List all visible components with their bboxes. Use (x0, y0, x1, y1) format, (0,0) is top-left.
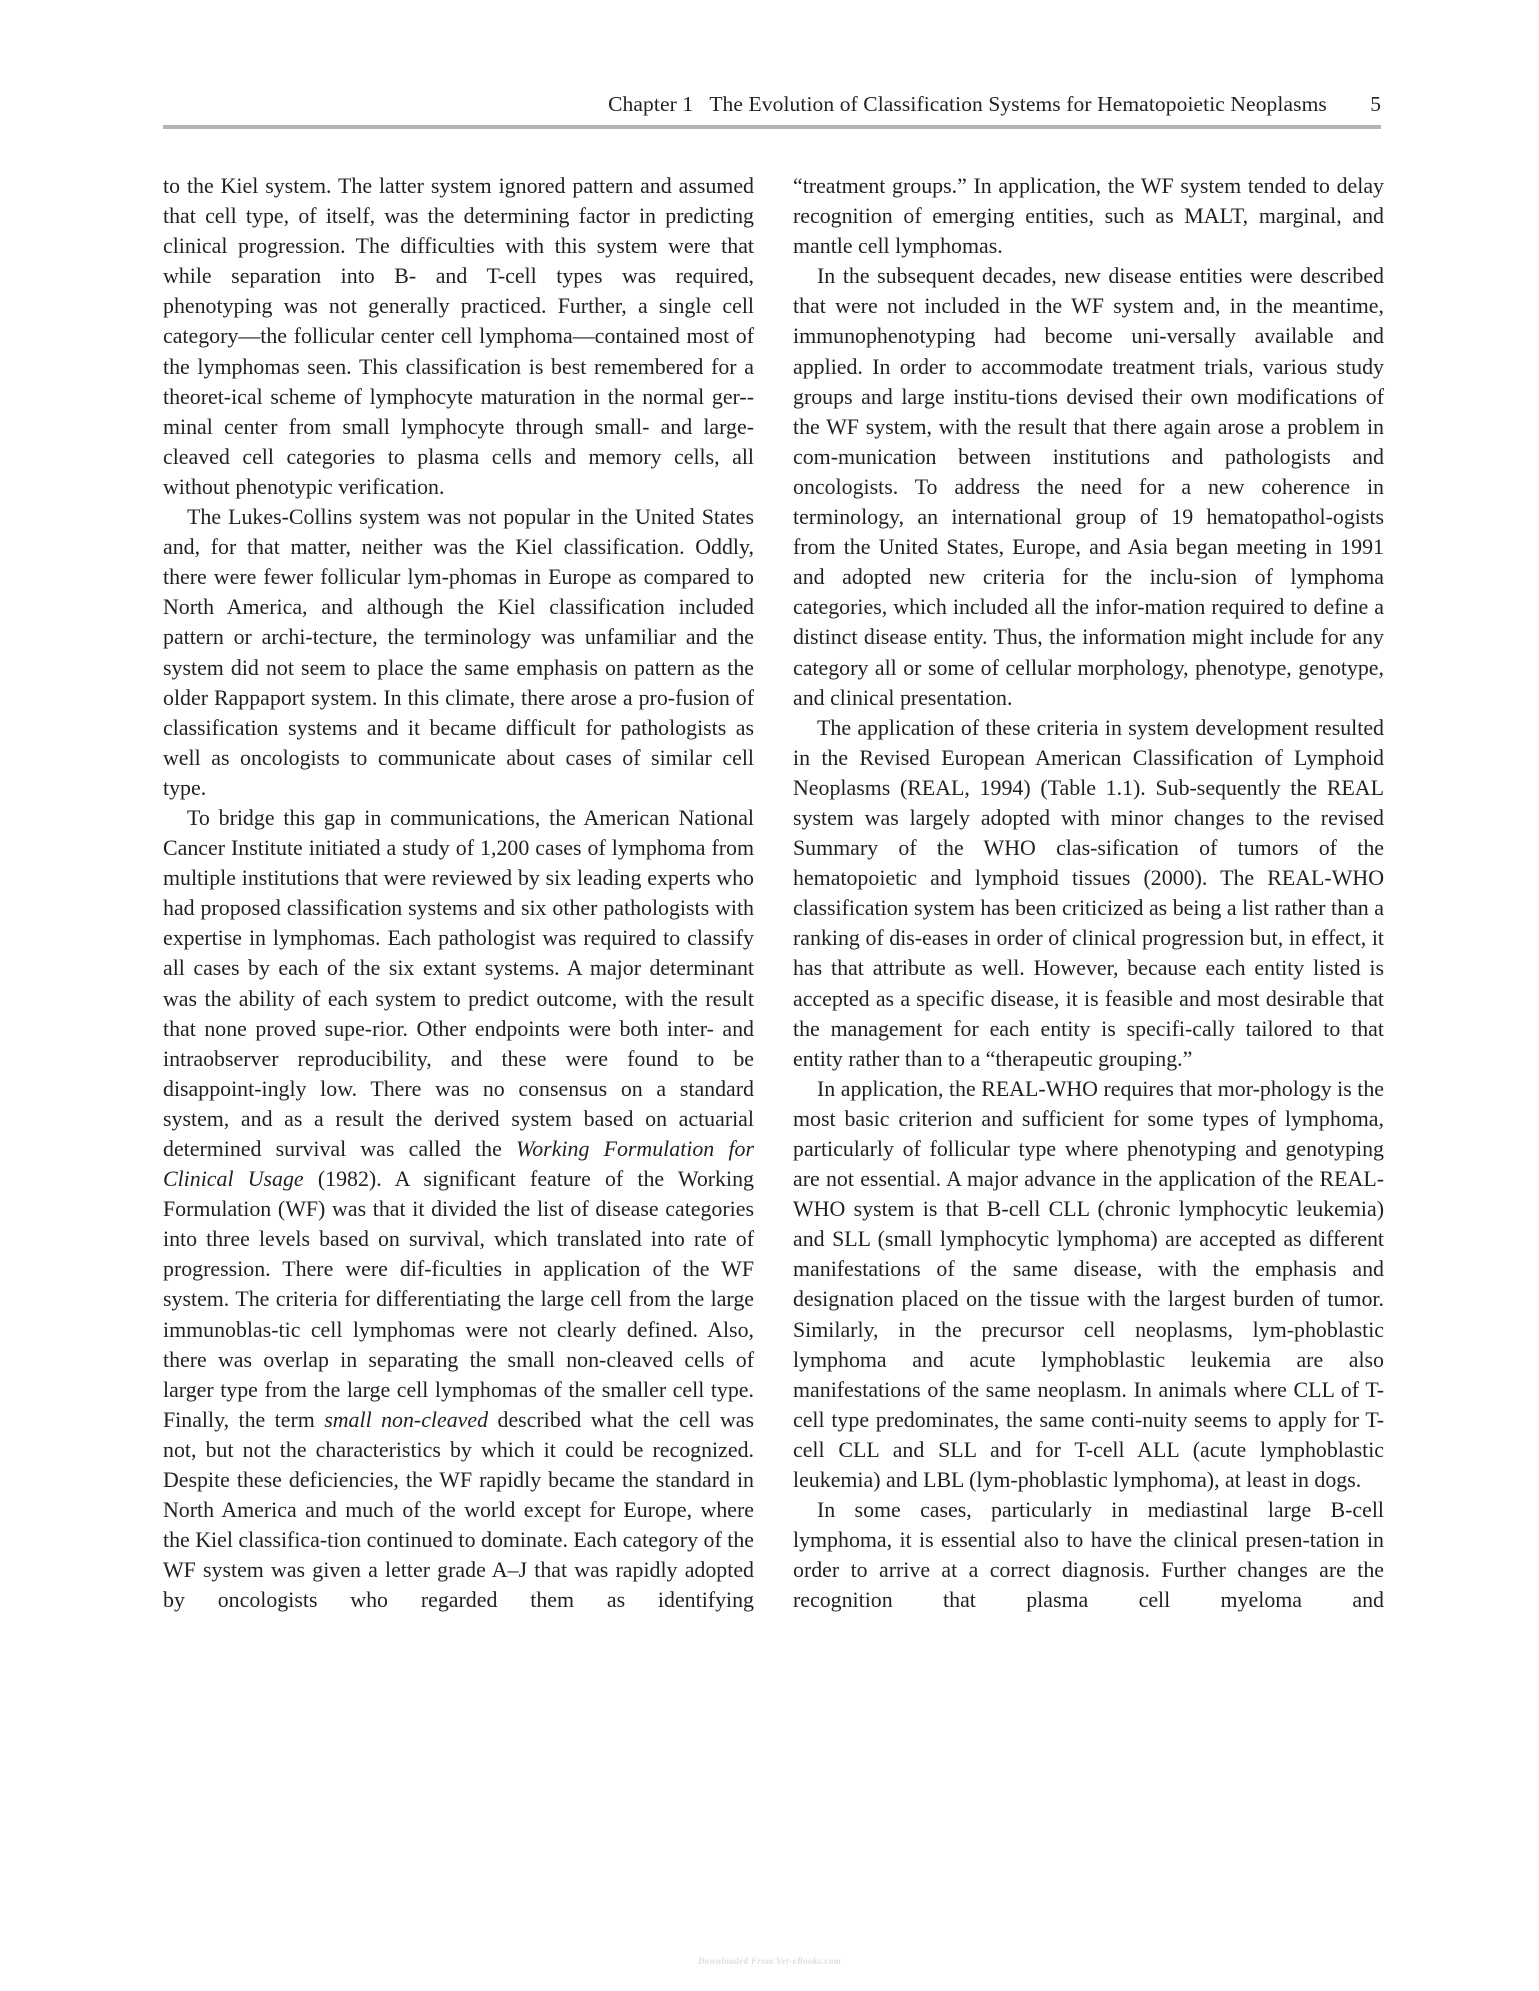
paragraph: The application of these criteria in system development resulted in the Revised European American Classification of Lymphoid Neoplasms (REAL, 1994) (Table 1.1). Sub-sequently the REAL system was largely adopted with minor changes to the revised Summary of the WHO clas-sification of tumors of the hematopoietic and lymphoid tissues (2000). The REAL-WHO classification system has been criticized as being a list rather than a ranking of dis-eases in order of clinical progression but, in effect, it has that attribute as well. However, because each entity listed is accepted as a specific disease, it is feasible and most desirable that the management for each entity is specifi-cally tailored to that entity rather than to a “therapeutic grouping.” (793, 714, 1384, 1071)
paragraph: The Lukes-Collins system was not popular in the United States and, for that matter, neither was the Kiel classification. Oddly, there were fewer follicular lym-phomas in Europe as compared to North America, and although the Kiel classification included pattern or archi-tecture, the terminology was unfamiliar and the system did not seem to place the same emphasis on pattern as the older Rappaport system. In this climate, there arose a pro-fusion of classification systems and it became difficult for pathologists as well as oncologists to communicate about cases of similar cell type. (163, 504, 754, 800)
running-header (163, 92, 1381, 116)
paragraph-text: described what the cell was not, but not the characteristics by which it could be recognized. Despite these deficiencies, the WF rapidly became the standard in North America and much of the world except for Europe, where the Kiel classifica-tion continued to dominate. Each category of the WF system was given a letter grade A–J that was rapidly adopted by oncologists who regarded them as identifying (163, 1406, 755, 1613)
paragraph: “treatment groups.” In application, the WF system tended to delay recognition of emerging entities, such as MALT, marginal, and mantle cell lymphomas. (793, 173, 1384, 259)
paragraph-text: (1982). A significant feature of the Working Formulation (WF) was that it divided the list of disease categories into three levels based on survival, which translated into rate of progression. There were dif-ficulties in application of the WF system. The criteria for differentiating the large cell from the large immunoblas-tic cell lymphomas were not clearly defined. Also, there was overlap in separating the small non-cleaved cells of larger type from the large cell lymphomas of the smaller cell type. Finally, the term (163, 1166, 754, 1432)
italic-term: small non-cleaved (324, 1406, 489, 1432)
chapter-title: The Evolution of Classification Systems for Hematopoietic Neoplasms (709, 92, 1327, 116)
page-number: 5 (1370, 92, 1381, 116)
paragraph: In the subsequent decades, new disease entities were described that were not included in the WF system and, in the meantime, immunophenotyping had become uni-versally available and applied. In order to accommodate treatment trials, various study groups and large institu-tions devised their own modifications of the WF system, with the result that there again arose a problem in com-munication between institutions and pathologists and oncologists. To address the need for a new coherence in terminology, an international group of 19 hematopathol-ogists from the United States, Europe, and Asia began meeting in 1991 and adopted new criteria for the inclu-sion of lymphoma categories, which included all the infor-mation required to define a distinct disease entity. Thus, the information might include for any category all or some of cellular morphology, phenotype, genotype, and clinical presentation. (793, 263, 1384, 710)
header-rule (163, 125, 1381, 129)
chapter-label: Chapter 1 (608, 92, 694, 116)
paragraph: In some cases, particularly in mediastinal large B-cell lymphoma, it is essential also to have the clinical presen-tation in order to arrive at a correct diagnosis. Further changes are the recognition that plasma cell myeloma and (793, 1497, 1384, 1613)
paragraph: In application, the REAL-WHO requires that mor-phology is the most basic criterion and sufficient for some types of lymphoma, particularly of follicular type where phenotyping and genotyping are not essential. A major advance in the application of the REAL-WHO system is that B-cell CLL (chronic lymphocytic leukemia) and SLL (small lymphocytic lymphoma) are accepted as different manifestations of the same disease, with the emphasis and designation placed on the tissue with the largest burden of tumor. Similarly, in the precursor cell neoplasms, lym-phoblastic lymphoma and acute lymphoblastic leukemia are also manifestations of the same neoplasm. In animals where CLL of T-cell type predominates, the same conti-nuity seems to apply for T-cell CLL and SLL and for T-cell ALL (acute lymphoblastic leukemia) and LBL (lym-phoblastic lymphoma), at least in dogs. (793, 1075, 1384, 1493)
italic-term: Working Formulation for Clinical Usage (163, 1136, 754, 1192)
left-column (163, 171, 754, 1616)
right-column (793, 171, 1384, 1616)
paragraph: to the Kiel system. The latter system ignored pattern and assumed that cell type, of itself, was the determining factor in predicting clinical progression. The difficulties with this system were that while separation into B- and T-cell types was required, phenotyping was not generally practiced. Further, a single cell category—the follicular center cell lymphoma—contained most of the lymphomas seen. This classification is best remembered for a theoret-ical scheme of lymphocyte maturation in the normal ger-minal center from small lymphocyte through small- and large-cleaved cell categories to plasma cells and memory cells, all without phenotypic verification. (163, 173, 754, 499)
paragraph-text: To bridge this gap in communications, the American National Cancer Institute initiated a study of 1,200 cases of lymphoma from multiple institutions that were reviewed by six leading experts who had proposed classification systems and six other pathologists with expertise in lymphomas. Each pathologist was required to classify all cases by each of the six extant systems. A major determinant was the ability of each system to predict outcome, with the result that none proved supe-rior. Other endpoints were both inter- and intraobserver reproducibility, and these were found to be disappoint-ingly low. There was no consensus on a standard system, and as a result the derived system based on actuarial determined survival was called the (163, 804, 754, 1161)
paragraph (163, 803, 754, 1616)
download-watermark: Downloaded From Vet-eBooks.com (697, 1956, 842, 1966)
